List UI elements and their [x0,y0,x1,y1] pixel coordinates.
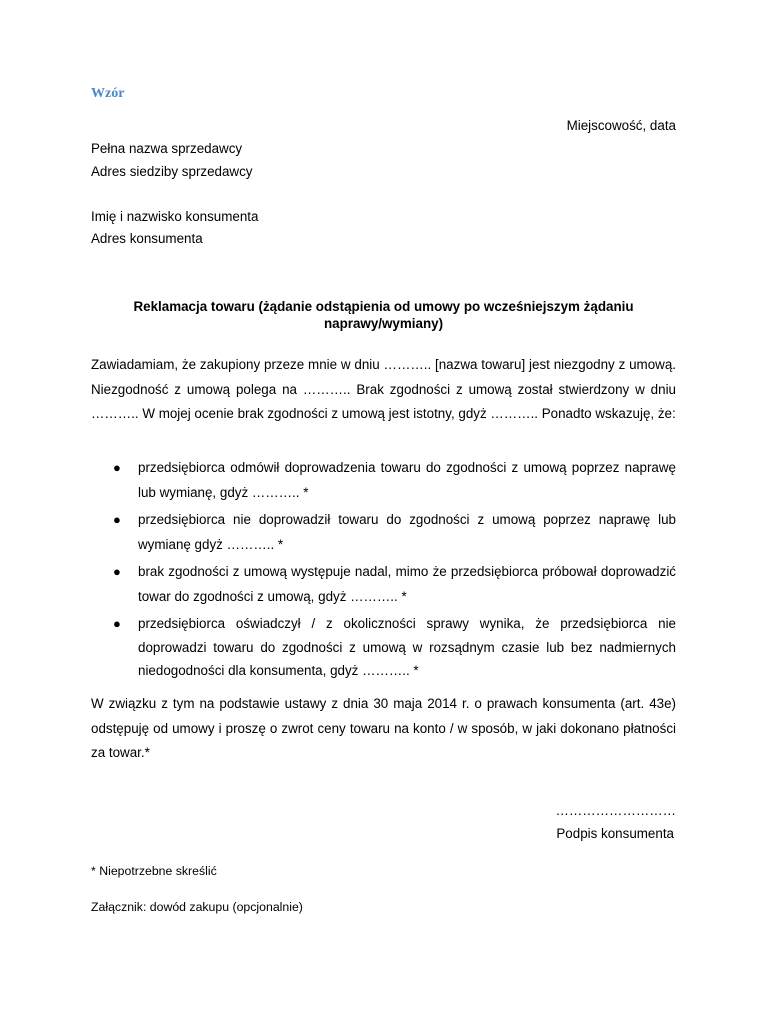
list-item [91,456,676,505]
reasons-list [91,456,676,686]
signature-line: ……………………… [555,803,676,818]
consumer-name: Imię i nazwisko konsumenta [91,209,259,224]
footnote: * Niepotrzebne skreślić [91,864,217,878]
bullet-icon: ● [113,616,121,631]
consumer-address: Adres konsumenta [91,231,203,246]
signature-label: Podpis konsumenta [556,826,674,841]
list-item-text: przedsiębiorca nie doprowadził towaru do zgodności z umową poprzez naprawę lub wymianę gdyż ……….. * [138,512,676,552]
attachment-note: Załącznik: dowód zakupu (opcjonalnie) [91,900,303,914]
intro-paragraph: Zawiadamiam, że zakupiony przeze mnie w dniu ……….. [nazwa towaru] jest niezgodny z umową. Niezgodność z umową polega na ……….. Brak zgodności z umową został stwierdzony w dniu ……….. W mojej ocenie brak zgodności z umową jest istotny, gdyż ……….. Ponadto wskazuję, że: [91,357,676,421]
list-item-text: przedsiębiorca oświadczył / z okoliczności sprawy wynika, że przedsiębiorca nie doprowadzi towaru do zgodności z umową w rozsądnym czasie lub bez nadmiernych niedogodności dla konsumenta, gdyż ……….. * [138,616,676,678]
seller-address: Adres siedziby sprzedawcy [91,164,253,179]
list-item-text: przedsiębiorca odmówił doprowadzenia towaru do zgodności z umową poprzez naprawę lub wymianę, gdyż ……….. * [138,460,676,500]
bullet-icon: ● [113,512,121,527]
list-item [91,612,676,683]
bullet-icon: ● [113,564,121,579]
list-item-text: brak zgodności z umową występuje nadal, mimo że przedsiębiorca próbował doprowadzić towar do zgodności z umową, gdyż ……….. * [138,564,676,604]
seller-name: Pełna nazwa sprzedawcy [91,141,243,156]
list-item [91,560,676,609]
conclusion-paragraph: W związku z tym na podstawie ustawy z dnia 30 maja 2014 r. o prawach konsumenta (art. 43e) odstępuję od umowy i proszę o zwrot ceny towaru na konto / w sposób, w jaki dokonano płatności za towar.* [91,696,676,760]
document-title: Reklamacja towaru (żądanie odstąpienia od umowy po wcześniejszym żądaniu naprawy/wymiany) [133,299,634,331]
bullet-icon: ● [113,460,121,475]
list-item [91,508,676,557]
template-label: Wzór [91,86,125,101]
place-date: Miejscowość, data [566,118,676,133]
